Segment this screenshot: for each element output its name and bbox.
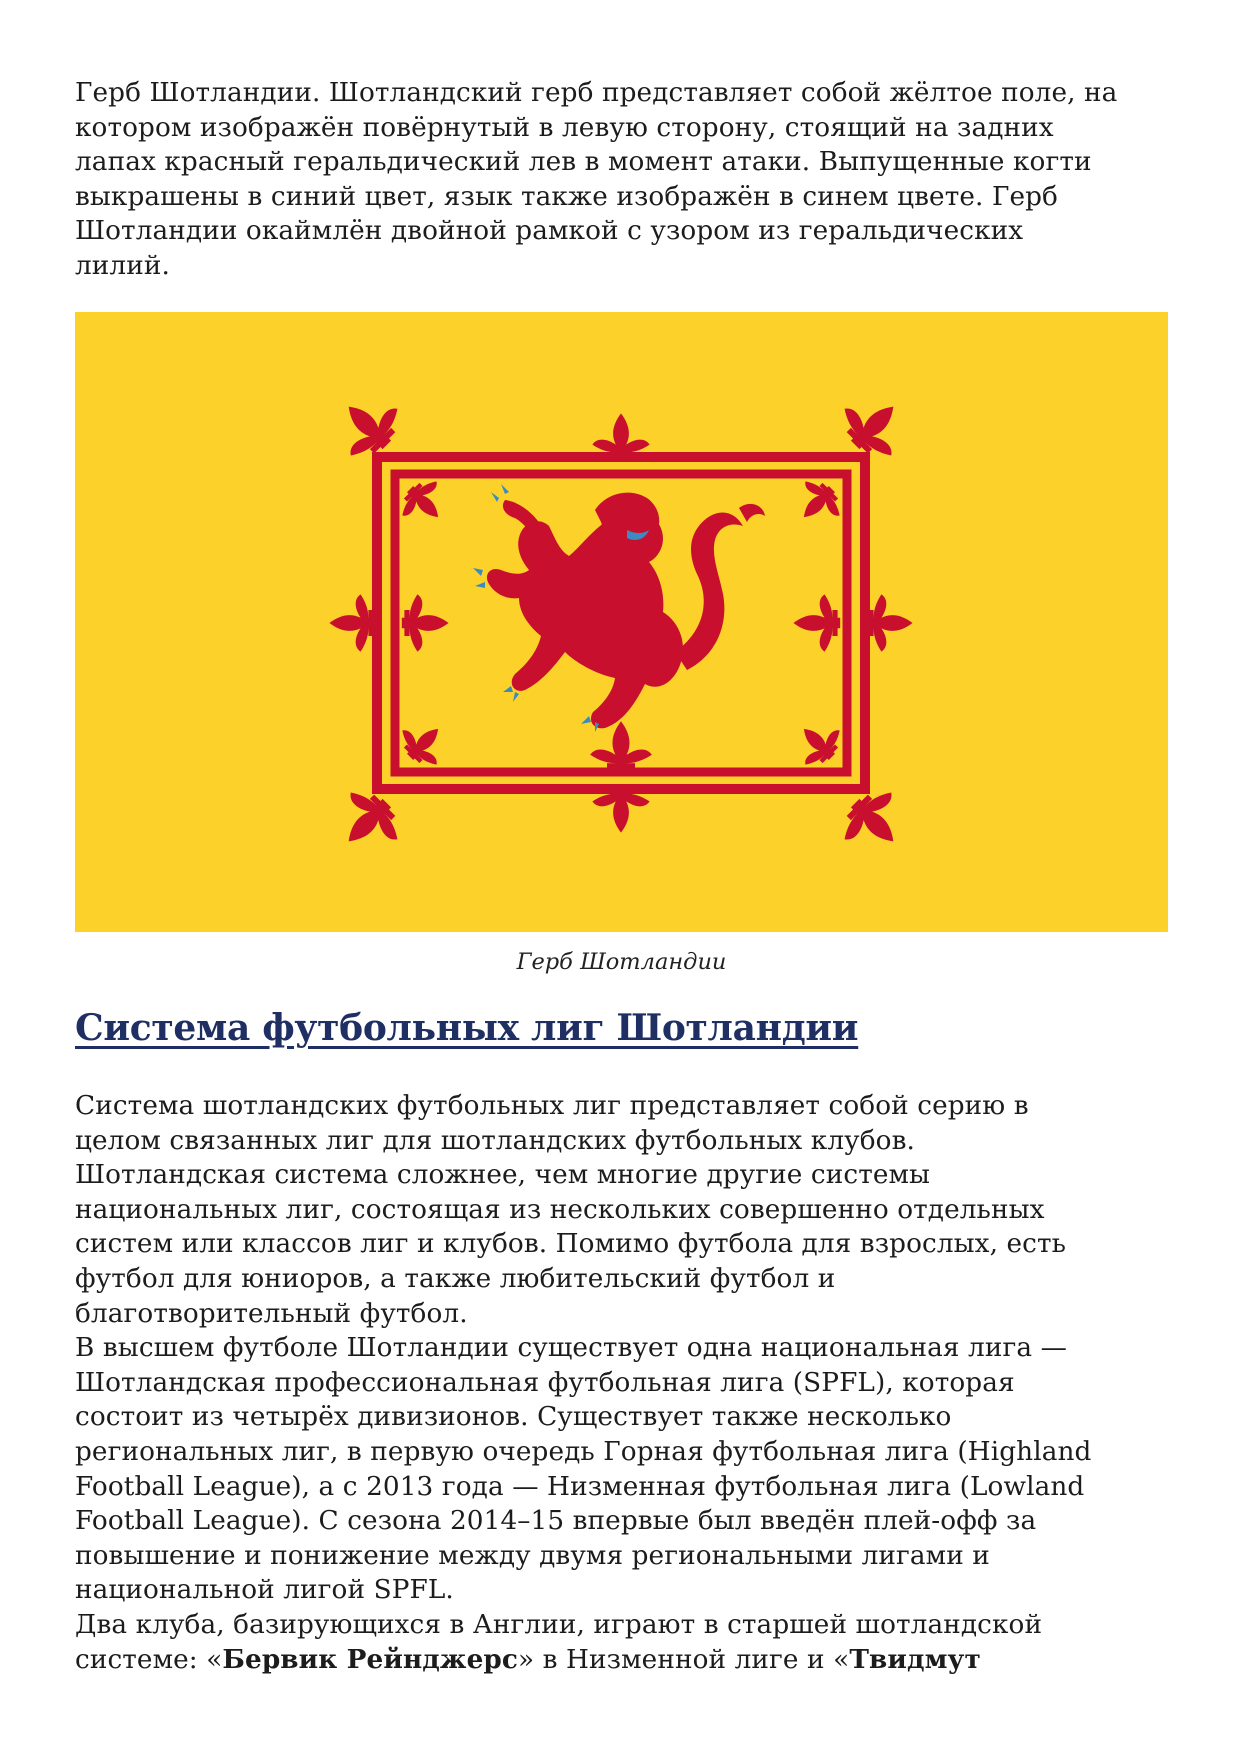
paragraph-line: региональных лиг, в первую очередь Горная футбольная лига (Highland xyxy=(75,1436,1092,1467)
intro-line: лапах красный геральдический лев в момент атаки. Выпущенные когти xyxy=(75,147,1092,178)
paragraph-line: состоит из четырёх дивизионов. Существует также несколько xyxy=(75,1402,952,1433)
paragraph-line: футбол для юниоров, а также любительский футбол и xyxy=(75,1263,836,1294)
figure-caption: Герб Шотландии xyxy=(516,949,727,975)
paragraph-line: повышение и понижение между двумя региональными лигами и xyxy=(75,1540,990,1571)
paragraph-line: Шотландская система сложнее, чем многие другие системы xyxy=(75,1160,931,1191)
paragraph-line: национальной лигой SPFL. xyxy=(75,1575,454,1606)
paragraph-line: Football League), а с 2013 года — Низменная футбольная лига (Lowland xyxy=(75,1471,1085,1502)
paragraph-line: В высшем футболе Шотландии существует одна национальная лига — xyxy=(75,1333,1067,1364)
paragraph-line: Football League). С сезона 2014–15 впервые был введён плей-офф за xyxy=(75,1506,1037,1537)
paragraph-line: целом связанных лиг для шотландских футбольных клубов. xyxy=(75,1125,915,1156)
paragraph-line: благотворительный футбол. xyxy=(75,1298,468,1329)
paragraph-text: системе: « xyxy=(75,1644,223,1675)
paragraph-3 xyxy=(75,1608,1175,1677)
intro-line: котором изображён повёрнутый в левую сторону, стоящий на задних xyxy=(75,112,1054,143)
section-heading: Система футбольных лиг Шотландии xyxy=(75,1007,859,1049)
paragraph-line: Два клуба, базирующихся в Англии, играют в старшей шотландской xyxy=(75,1609,1043,1640)
club-name-link[interactable]: Бервик Рейнджерс xyxy=(222,1643,518,1675)
club-name-link[interactable]: Твидмут xyxy=(849,1643,981,1675)
intro-line: выкрашены в синий цвет, язык также изображён в синем цвете. Герб xyxy=(75,181,1058,212)
intro-block xyxy=(75,76,1175,284)
paragraph-1 xyxy=(75,1089,1175,1331)
intro-line: лилий. xyxy=(75,250,170,281)
royal-banner-image xyxy=(75,312,1168,932)
paragraph-line: Шотландская профессиональная футбольная лига (SPFL), которая xyxy=(75,1367,1015,1398)
paragraph-line: национальных лиг, состоящая из нескольких совершенно отдельных xyxy=(75,1194,1045,1225)
intro-paragraph xyxy=(75,76,1175,284)
paragraph-line: Система шотландских футбольных лиг представляет собой серию в xyxy=(75,1091,1029,1121)
paragraph-text: » в Низменной лиге и « xyxy=(518,1644,850,1675)
royal-banner-of-scotland-svg xyxy=(75,312,1168,932)
paragraph-line: систем или классов лиг и клубов. Помимо футбола для взрослых, есть xyxy=(75,1229,1067,1260)
intro-line: Шотландии окаймлён двойной рамкой с узором из геральдических xyxy=(75,216,1024,247)
section-body xyxy=(75,1089,1175,1677)
paragraph-2 xyxy=(75,1331,1175,1608)
intro-line: Герб Шотландии. Шотландский герб представляет собой жёлтое поле, на xyxy=(75,78,1118,108)
